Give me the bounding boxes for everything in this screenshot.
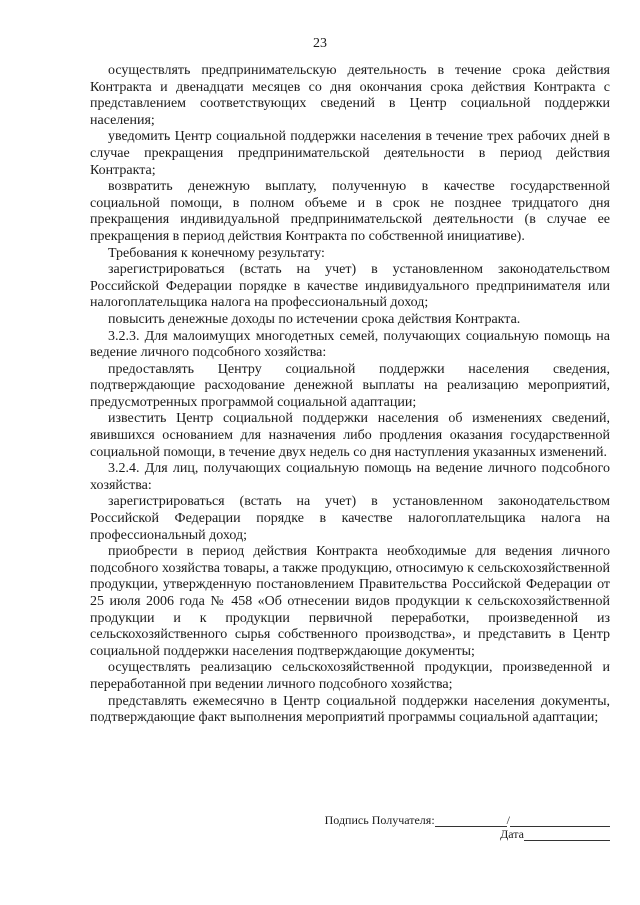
paragraph: представлять ежемесячно в Центр социальной поддержки населения документы, подтверждающие факт выполнения мероприятий программы социальной адаптации; (90, 693, 610, 726)
signature-block (300, 813, 610, 841)
paragraph: повысить денежные доходы по истечении срока действия Контракта. (108, 311, 521, 327)
signature-field[interactable] (435, 814, 507, 827)
paragraph: осуществлять реализацию сельскохозяйственной продукции, произведенной и переработанной при ведении личного подсобного хозяйства; (90, 660, 610, 692)
paragraph: осуществлять предпринимательскую деятельность в течение срока действия Контракта и двенадцати месяцев со дня окончания срока действия Контракта с представлением соответствующих сведений в Центр социальной поддержки населения; (90, 63, 610, 128)
signature-separator: / (506, 813, 510, 827)
date-field[interactable] (524, 828, 610, 841)
paragraph: приобрести в период действия Контракта необходимые для ведения личного подсобного хозяйства товары, а также продукцию, относимую к сельскохозяйственной продукции, утвержденную постановлением Правительства Российской Федерации от 25 июля 2006 года № 458 «Об отнесении видов продукции к сельскохозяйственной продукции и к продукции первичной переработки, произведенной из сельскохозяйственного сырья собственного производства», и представить в Центр социальной поддержки населения подтверждающие документы; (90, 544, 610, 659)
page-number: 23 (313, 36, 327, 51)
signature-row (300, 813, 610, 827)
document-body (90, 63, 610, 727)
paragraph: Требования к конечному результату: (108, 245, 325, 261)
paragraph: зарегистрироваться (встать на учет) в установленном законодательством Российской Федерации порядке в качестве налогоплательщика налога на профессиональный доход; (90, 494, 610, 543)
signature-label: Подпись Получателя: (324, 813, 435, 827)
section-heading: 3.2.4. Для лиц, получающих социальную помощь на ведение личного подсобного хозяйства: (90, 461, 610, 493)
date-row (300, 827, 610, 841)
paragraph: предоставлять Центру социальной поддержки населения сведения, подтверждающие расходование денежной выплаты на реализацию мероприятий, предусмотренных программой социальной адаптации; (90, 361, 610, 410)
signature-name-field[interactable] (510, 814, 610, 827)
section-heading: 3.2.3. Для малоимущих многодетных семей, получающих социальную помощь на ведение личного подсобного хозяйства: (90, 328, 610, 361)
date-label: Дата (500, 827, 524, 841)
paragraph: известить Центр социальной поддержки населения об изменениях сведений, явившихся основанием для назначения либо продления оказания государственной социальной помощи, в течение двух недель со дня наступления указанных изменений. (90, 411, 610, 460)
paragraph: уведомить Центр социальной поддержки населения в течение трех рабочих дней в случае прекращения предпринимательской деятельности в период действия Контракта; (90, 129, 610, 178)
paragraph: возвратить денежную выплату, полученную в качестве государственной социальной помощи, в полном объеме и в срок не позднее тридцатого дня прекращения индивидуальной предпринимательской деятельности (в случае ее прекращения в период действия Контракта по собственной инициативе). (90, 179, 610, 244)
paragraph: зарегистрироваться (встать на учет) в установленном законодательством Российской Федерации порядке в качестве индивидуального предпринимателя или налогоплательщика налога на профессиональный доход; (90, 262, 610, 311)
